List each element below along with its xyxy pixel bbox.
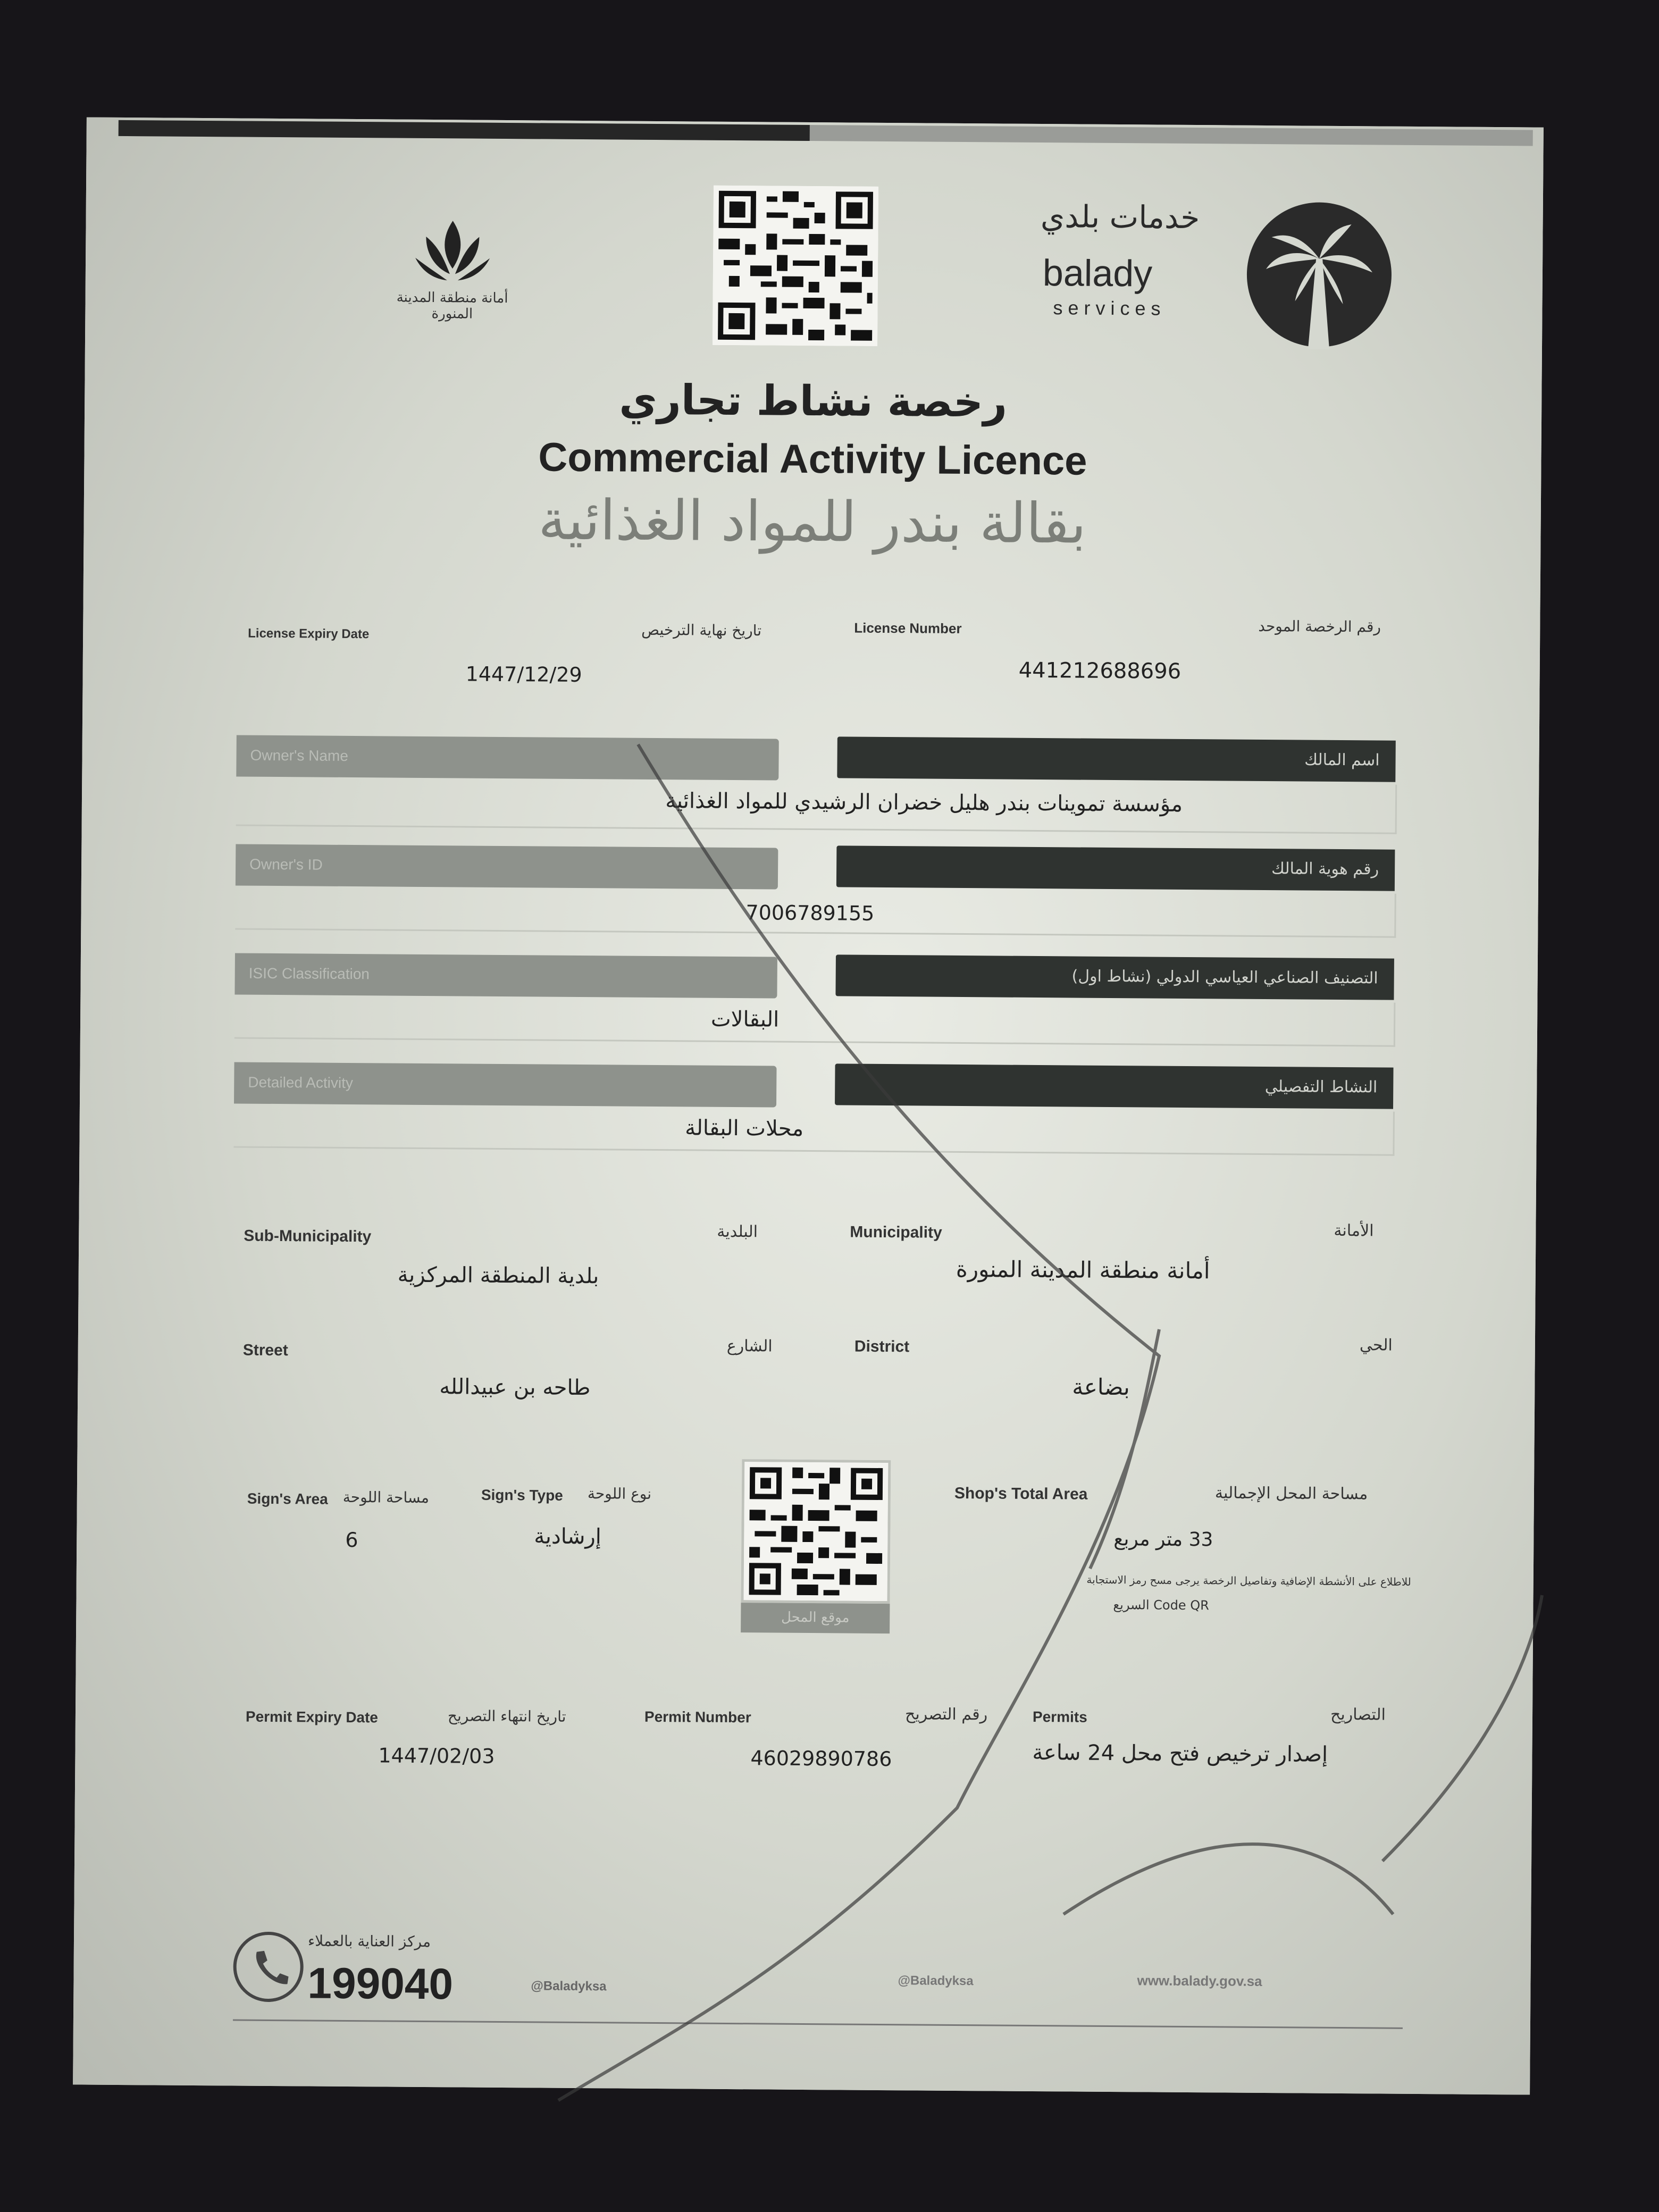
municipality-value: أمانة منطقة المدينة المنورة — [956, 1255, 1210, 1284]
permit-number-label-en: Permit Number — [644, 1708, 751, 1726]
street-label-en: Street — [242, 1341, 288, 1360]
balady-logo — [1032, 182, 1458, 356]
shop-area-label-ar: مساحة المحل الإجمالية — [1214, 1484, 1368, 1504]
sign-type-value: إرشادية — [534, 1524, 602, 1549]
owner-id-value: 7006789155 — [745, 901, 875, 925]
shop-name: بقالة بندر للمواد الغذائية — [538, 487, 1087, 556]
detailed-activity-label-ar-bar — [835, 1063, 1394, 1109]
license-expiry-label-ar: تاريخ نهاية الترخيص — [641, 621, 762, 640]
phone-icon — [233, 1931, 304, 2002]
location-qr-caption-bar — [741, 1603, 890, 1633]
owner-id-label-en: Owner's ID — [249, 856, 323, 873]
detailed-activity-label-en: Detailed Activity — [248, 1074, 354, 1092]
district-label-ar: الحي — [1359, 1336, 1393, 1355]
social-handle-right: @Baladyksa — [898, 1973, 974, 1989]
permit-expiry-value: 1447/02/03 — [378, 1744, 495, 1768]
license-number-label-en: License Number — [854, 619, 962, 636]
shop-area-label-en: Shop's Total Area — [954, 1484, 1088, 1503]
sign-area-value: 6 — [345, 1528, 358, 1552]
palm-tree-icon — [1244, 200, 1394, 350]
website-url: www.balady.gov.sa — [1137, 1972, 1262, 1989]
madinah-amana-logo-text: أمانة منطقة المدينة المنورة — [396, 289, 508, 322]
detailed-activity-value: محلات البقالة — [685, 1116, 804, 1141]
municipality-label-en: Municipality — [850, 1223, 942, 1242]
top-stripe — [119, 120, 1533, 146]
location-qr-caption: موقع المحل — [781, 1609, 850, 1626]
isic-label-en: ISIC Classification — [248, 965, 370, 983]
street-value: طاحه بن عبيدالله — [439, 1375, 591, 1401]
footer-rule — [233, 2019, 1403, 2029]
permit-expiry-label-ar: تاريخ انتهاء التصريح — [447, 1707, 566, 1725]
isic-label-ar-bar — [835, 954, 1394, 1000]
care-center-label: مركز العناية بالعملاء — [307, 1932, 431, 1951]
owner-name-label-ar-bar — [837, 736, 1396, 782]
sub-municipality-label-en: Sub-Municipality — [244, 1227, 372, 1246]
madinah-amana-logo — [383, 210, 522, 328]
street-label-ar: الشارع — [726, 1336, 773, 1356]
qr-note-en: Code QR السريع — [1113, 1597, 1209, 1613]
amana-label-ar: الأمانة — [1334, 1221, 1374, 1241]
shop-area-value: 33 متر مربع — [1113, 1528, 1213, 1551]
district-label-en: District — [854, 1337, 910, 1356]
isic-label-en-bar — [234, 953, 777, 998]
sign-type-label-ar: نوع اللوحة — [587, 1485, 652, 1503]
district-value: بضاعة — [1072, 1373, 1130, 1401]
permits-value: إصدار ترخيص فتح محل 24 ساعة — [1032, 1740, 1328, 1767]
sign-area-label-ar: مساحة اللوحة — [342, 1488, 430, 1507]
isic-value: البقالات — [710, 1007, 780, 1032]
baladia-label-ar: البلدية — [717, 1222, 758, 1242]
owner-name-label-en-bar — [236, 735, 779, 780]
permit-number-value: 46029890786 — [750, 1746, 892, 1771]
social-handle-left: @Baladyksa — [531, 1979, 607, 1994]
isic-label-ar: التصنيف الصناعي العياسي الدولي (نشاط اول) — [1071, 967, 1378, 988]
detailed-activity-label-ar: النشاط التفصيلي — [1264, 1077, 1378, 1097]
sub-municipality-value: بلدية المنطقة المركزية — [397, 1262, 599, 1289]
license-document — [73, 117, 1544, 2094]
balady-logo-arabic: خدمات بلدي — [1040, 198, 1200, 236]
location-qr-code — [741, 1459, 891, 1604]
owner-id-label-en-bar — [236, 844, 778, 889]
permit-expiry-label-en: Permit Expiry Date — [245, 1708, 379, 1726]
permits-label-en: Permits — [1032, 1708, 1087, 1725]
owner-id-label-ar: رقم هوية المالك — [1271, 859, 1379, 879]
sign-area-label-en: Sign's Area — [247, 1490, 328, 1507]
owner-id-label-ar-bar — [836, 845, 1395, 891]
balady-logo-services: services — [1053, 297, 1166, 320]
license-number-value: 441212688696 — [1018, 658, 1182, 684]
title-english: Commercial Activity Licence — [538, 434, 1087, 484]
owner-name-value: مؤسسة تموينات بندر هليل خضران الرشيدي للمواد الغذائية — [665, 789, 1183, 817]
sign-type-label-en: Sign's Type — [481, 1486, 563, 1504]
license-number-label-ar: رقم الرخصة الموحد — [1258, 617, 1381, 636]
detailed-activity-label-en-bar — [234, 1062, 777, 1107]
license-expiry-value: 1447/12/29 — [465, 662, 582, 687]
license-expiry-label-en: License Expiry Date — [248, 626, 370, 642]
phone-number: 199040 — [307, 1959, 454, 2009]
permit-number-label-ar: رقم التصريح — [904, 1705, 988, 1724]
permits-label-ar: التصاريح — [1330, 1705, 1386, 1724]
title-arabic: رخصة نشاط تجاري — [619, 376, 1008, 427]
owner-name-label-ar: اسم المالك — [1304, 750, 1380, 770]
top-qr-code — [713, 186, 878, 346]
qr-note-ar: للاطلاع على الأنشطة الإضافية وتفاصيل الرخصة يرجى مسح رمز الاستجابة — [1086, 1573, 1411, 1588]
balady-logo-english: balady — [1042, 252, 1153, 295]
owner-name-label-en: Owner's Name — [250, 747, 348, 764]
